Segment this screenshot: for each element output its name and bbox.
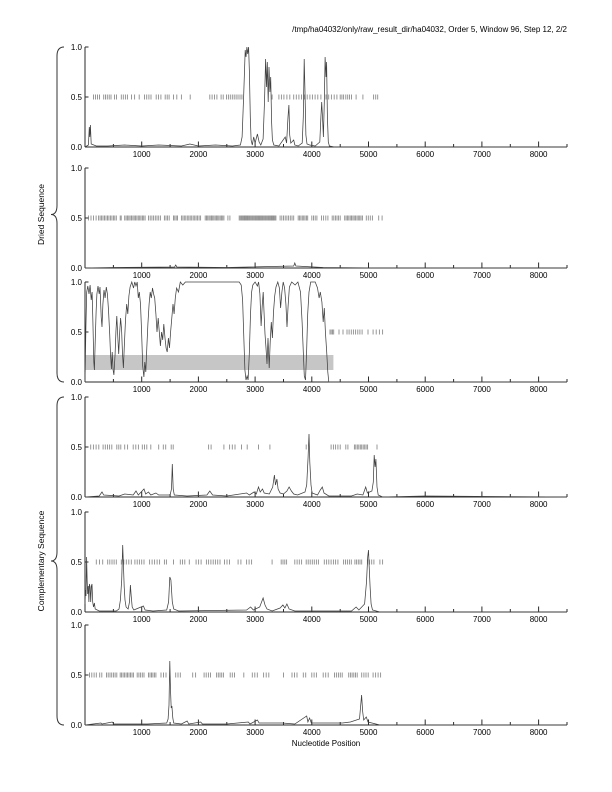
comp-seq-panel-2 bbox=[60, 506, 590, 625]
x-tick-label: 1000 bbox=[132, 271, 151, 280]
y-tick-label: 0.0 bbox=[70, 492, 82, 502]
page-title: /tmp/ha04032/only/raw_result_dir/ha04032, Order 5, Window 96, Step 12, 2/2 bbox=[292, 25, 567, 34]
y-tick-label: 0.0 bbox=[70, 377, 82, 387]
x-tick-label: 4000 bbox=[302, 728, 321, 737]
dried-seq-plot-3 bbox=[60, 276, 590, 395]
x-tick-label: 2000 bbox=[189, 615, 208, 624]
x-tick-label: 6000 bbox=[416, 728, 435, 737]
comp-seq-plot-2 bbox=[60, 506, 590, 625]
x-tick-label: 6000 bbox=[416, 271, 435, 280]
y-tick-label: 0.5 bbox=[70, 213, 82, 223]
y-tick-label: 0.5 bbox=[70, 442, 82, 452]
x-tick-label: 4000 bbox=[302, 385, 321, 394]
comp-seq-plot-1 bbox=[60, 391, 590, 510]
x-tick-label: 4000 bbox=[302, 271, 321, 280]
x-tick-label: 3000 bbox=[246, 615, 264, 624]
signal-curve bbox=[85, 661, 567, 725]
dried-sequence-label: Dried Sequence bbox=[36, 184, 46, 245]
x-tick-label: 8000 bbox=[529, 615, 548, 624]
x-tick-label: 6000 bbox=[416, 500, 435, 509]
y-tick-label: 1.0 bbox=[70, 620, 82, 630]
x-tick-label: 3000 bbox=[246, 385, 264, 394]
x-tick-label: 4000 bbox=[302, 500, 321, 509]
x-tick-label: 8000 bbox=[529, 500, 548, 509]
x-tick-label: 7000 bbox=[473, 615, 491, 624]
x-tick-label: 5000 bbox=[359, 150, 378, 159]
x-tick-label: 5000 bbox=[359, 615, 378, 624]
y-tick-label: 1.0 bbox=[70, 392, 82, 402]
signal-curve bbox=[85, 434, 567, 497]
y-tick-label: 0.5 bbox=[70, 327, 82, 337]
site-marks bbox=[91, 445, 377, 450]
site-marks bbox=[94, 95, 378, 100]
x-tick-label: 3000 bbox=[246, 150, 264, 159]
y-tick-label: 1.0 bbox=[70, 277, 82, 287]
x-tick-label: 2000 bbox=[189, 150, 208, 159]
x-tick-label: 1000 bbox=[132, 150, 151, 159]
y-tick-label: 1.0 bbox=[70, 507, 82, 517]
x-tick-label: 1000 bbox=[132, 728, 151, 737]
site-marks bbox=[88, 216, 382, 221]
x-tick-label: 4000 bbox=[302, 150, 321, 159]
y-tick-label: 1.0 bbox=[70, 42, 82, 52]
y-tick-label: 0.0 bbox=[70, 720, 82, 730]
x-tick-label: 1000 bbox=[132, 385, 151, 394]
x-tick-label: 3000 bbox=[246, 500, 264, 509]
x-tick-label: 3000 bbox=[246, 728, 264, 737]
x-tick-label: 1000 bbox=[132, 615, 151, 624]
x-tick-label: 7000 bbox=[473, 150, 491, 159]
y-tick-label: 0.0 bbox=[70, 263, 82, 273]
x-tick-label: 3000 bbox=[246, 271, 264, 280]
dried-seq-plot-1 bbox=[60, 41, 590, 160]
x-tick-label: 8000 bbox=[529, 150, 548, 159]
x-tick-label: 7000 bbox=[473, 385, 491, 394]
site-marks bbox=[96, 560, 382, 565]
y-tick-label: 0.0 bbox=[70, 607, 82, 617]
dried-seq-panel-1 bbox=[60, 41, 590, 160]
comp-seq-plot-3 bbox=[60, 619, 590, 738]
signal-curve bbox=[85, 545, 567, 612]
x-tick-label: 5000 bbox=[359, 271, 378, 280]
x-tick-label: 2000 bbox=[189, 500, 208, 509]
dried-seq-plot-2 bbox=[60, 162, 590, 281]
x-tick-label: 5000 bbox=[359, 500, 378, 509]
x-tick-label: 6000 bbox=[416, 150, 435, 159]
signal-curve bbox=[85, 263, 567, 268]
y-tick-label: 1.0 bbox=[70, 163, 82, 173]
x-tick-label: 7000 bbox=[473, 271, 491, 280]
comp-seq-panel-1 bbox=[60, 391, 590, 510]
x-tick-label: 2000 bbox=[189, 271, 208, 280]
site-marks bbox=[330, 330, 383, 335]
x-tick-label: 8000 bbox=[529, 385, 548, 394]
comp-seq-panel-3 bbox=[60, 619, 590, 738]
x-tick-label: 8000 bbox=[529, 271, 548, 280]
dried-seq-panel-3 bbox=[60, 276, 590, 395]
x-tick-label: 8000 bbox=[529, 728, 548, 737]
x-tick-label: 5000 bbox=[359, 728, 378, 737]
site-marks bbox=[90, 673, 381, 678]
x-tick-label: 5000 bbox=[359, 385, 378, 394]
x-axis-title: Nucleotide Position bbox=[291, 739, 361, 748]
complementary-sequence-label: Complementary Sequence bbox=[36, 510, 46, 612]
x-tick-label: 2000 bbox=[189, 385, 208, 394]
y-tick-label: 0.5 bbox=[70, 557, 82, 567]
x-tick-label: 6000 bbox=[416, 615, 435, 624]
x-tick-label: 6000 bbox=[416, 385, 435, 394]
x-tick-label: 4000 bbox=[302, 615, 321, 624]
x-tick-label: 7000 bbox=[473, 500, 491, 509]
y-tick-label: 0.0 bbox=[70, 142, 82, 152]
y-tick-label: 0.5 bbox=[70, 92, 82, 102]
dried-seq-panel-2 bbox=[60, 162, 590, 281]
x-tick-label: 2000 bbox=[189, 728, 208, 737]
x-ticks bbox=[113, 377, 567, 383]
x-tick-label: 7000 bbox=[473, 728, 491, 737]
selection-band bbox=[85, 355, 333, 370]
y-tick-label: 0.5 bbox=[70, 670, 82, 680]
x-tick-label: 1000 bbox=[132, 500, 151, 509]
